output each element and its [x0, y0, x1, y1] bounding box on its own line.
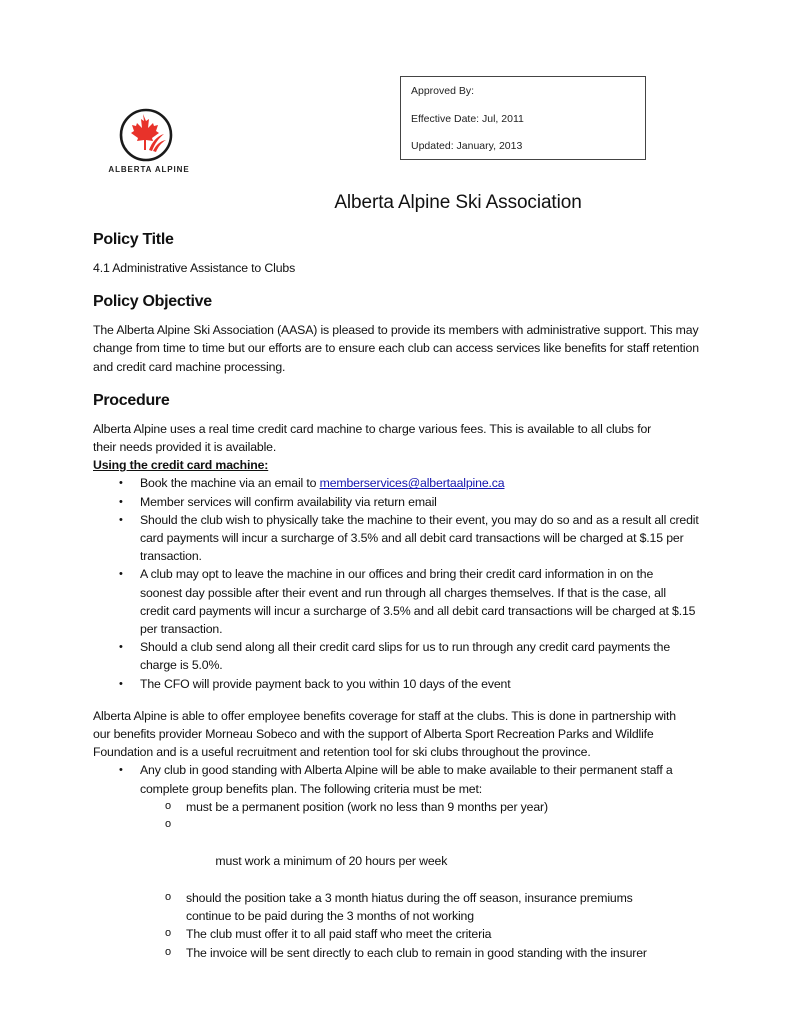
logo-wordmark: ALBERTA ALPINE — [108, 165, 190, 174]
bullet-text: Should the club wish to physically take the machine to their event, you may do so and as a result all credit card payments will incur a surcharge of 3.5% and all debit card transactions will be charged at $.15 per transaction. — [140, 512, 699, 564]
bullet-icon: • — [119, 764, 123, 777]
bullet-text: Any club in good standing with Alberta Alpine will be able to make available to their permanent staff a complete group benefits plan. The following criteria must be met: — [140, 763, 673, 796]
bullet-text: A club may opt to leave the machine in our offices and bring their credit card information in on the soonest day possible after their event and run through all charges themselves. If that is the case, all credit card payments will incur a surcharge of 3.5% and all debit card transactions will be charged at $.15 per transaction. — [140, 567, 696, 637]
list-item — [93, 816, 713, 889]
bullet-icon: • — [119, 495, 123, 508]
bullet-icon: • — [119, 568, 123, 581]
document-title-row — [0, 192, 791, 214]
list-item — [93, 638, 700, 674]
criteria-text: must work a minimum of 20 hours per week — [212, 854, 448, 869]
member-services-email-link[interactable]: memberservices@albertaalpine.ca — [319, 476, 505, 491]
bullet-text: Should a club send along all their credit card slips for us to run through any credit card payments the charge is 5.0%. — [140, 640, 671, 673]
sub-bullet-icon: o — [165, 927, 171, 940]
procedure-intro: Alberta Alpine uses a real time credit card machine to charge various fees. This is available to all clubs for their needs provided it is available. — [93, 421, 652, 455]
list-item — [93, 925, 713, 943]
sub-bullet-icon: o — [165, 945, 171, 958]
sub-bullet-icon: o — [165, 818, 171, 831]
maple-leaf-icon — [119, 106, 173, 164]
sub-bullet-icon: o — [165, 799, 171, 812]
list-item — [93, 889, 676, 925]
bullet-text: Member services will confirm availability via return email — [140, 494, 437, 509]
list-item — [93, 944, 713, 962]
updated-date: Updated: January, 2013 — [411, 140, 523, 152]
benefits-bullet-list — [93, 761, 713, 797]
list-item — [93, 798, 713, 816]
approved-by: Approved By: — [411, 85, 475, 97]
policy-objective-heading: Policy Objective — [93, 293, 212, 311]
list-item — [93, 493, 713, 511]
procedure-heading: Procedure — [93, 391, 170, 409]
approval-info-box — [400, 76, 646, 160]
bullet-icon: • — [119, 477, 123, 490]
bullet-icon: • — [119, 677, 123, 690]
list-item — [93, 474, 713, 492]
criteria-text: must be a permanent position (work no less than 9 months per year) — [186, 799, 548, 814]
bullet-icon: • — [119, 641, 123, 654]
criteria-sub-list — [93, 798, 713, 962]
bullet-icon: • — [119, 513, 123, 526]
sub-bullet-icon: o — [165, 890, 171, 903]
credit-card-machine-subheading: Using the credit card machine: — [93, 458, 269, 473]
criteria-text: The invoice will be sent directly to each club to remain in good standing with the insurer — [186, 945, 647, 960]
list-item — [93, 675, 713, 693]
bullet-text: Book the machine via an email to — [140, 476, 320, 491]
alberta-alpine-logo — [104, 104, 188, 180]
effective-date: Effective Date: Jul, 2011 — [411, 112, 524, 125]
benefits-paragraph: Alberta Alpine is able to offer employee benefits coverage for staff at the clubs. This is done in partnership with our benefits provider Morneau Sobeco and with the support of Alberta Sport Recreation Parks and Wildlife Foundation and is a useful recruitment and retention tool for ski clubs throughout the province. — [93, 708, 676, 760]
document-title: Alberta Alpine Ski Association — [334, 192, 582, 213]
criteria-text: should the position take a 3 month hiatus during the off season, insurance premiums continue to be paid during the 3 months of not working — [186, 890, 633, 924]
credit-card-bullet-list — [93, 474, 713, 692]
document-body — [93, 229, 713, 962]
policy-title-heading: Policy Title — [93, 231, 174, 248]
list-item — [93, 761, 696, 797]
list-item — [93, 511, 700, 566]
policy-objective-text: The Alberta Alpine Ski Association (AASA) is pleased to provide its members with administrative support. This may change from time to time but our efforts are to ensure each club can access services like benefits for staff retention and credit card machine processing. — [93, 323, 699, 374]
bullet-text: The CFO will provide payment back to you within 10 days of the event — [140, 676, 511, 691]
criteria-text: The club must offer it to all paid staff who meet the criteria — [186, 927, 492, 942]
policy-title-text: 4.1 Administrative Assistance to Clubs — [93, 261, 296, 275]
list-item — [93, 565, 696, 638]
